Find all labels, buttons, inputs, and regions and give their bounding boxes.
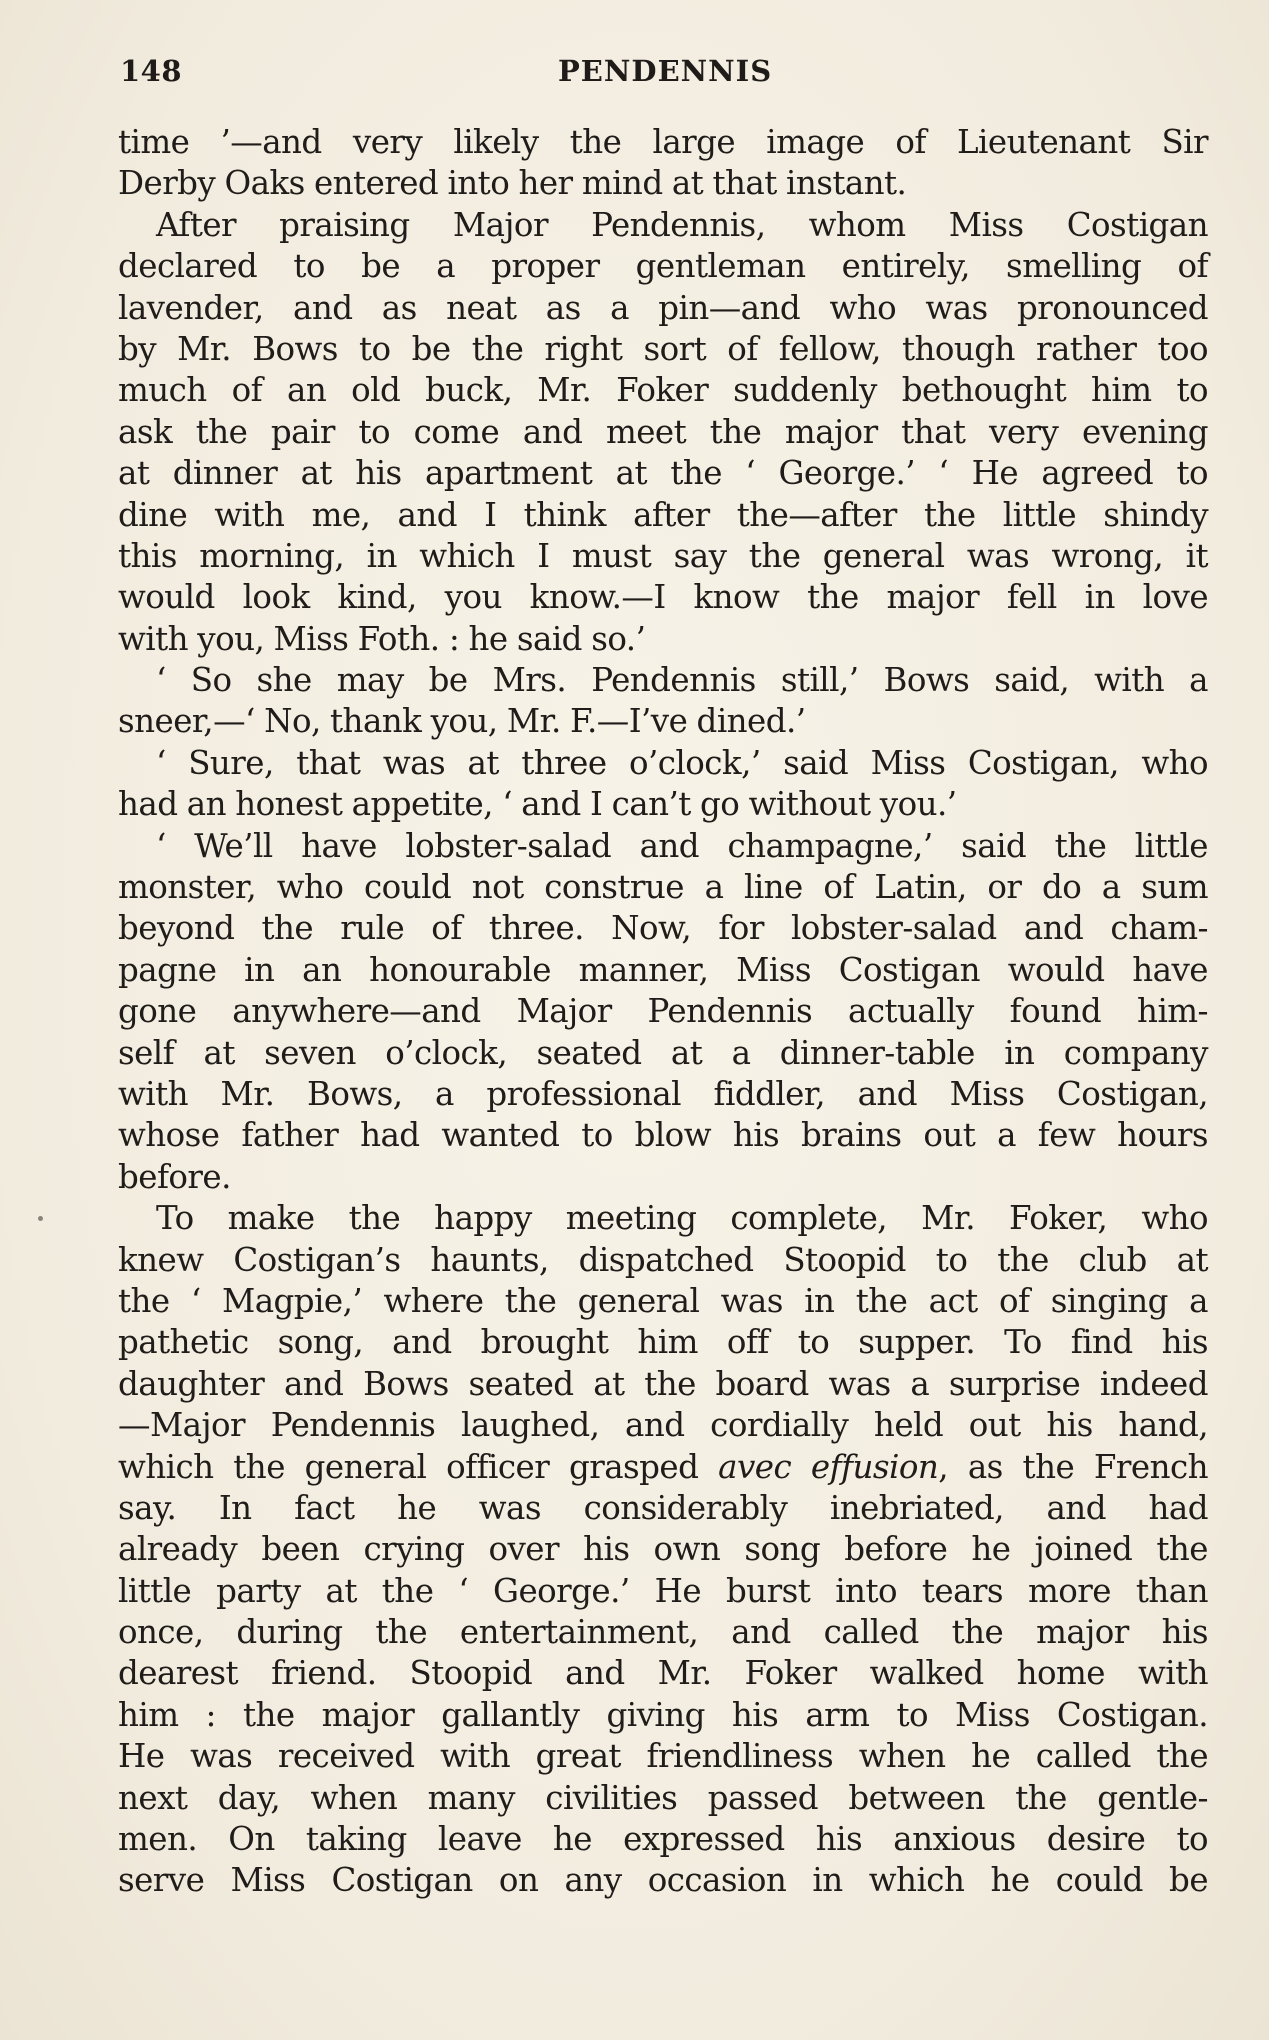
text-line-segment: which the general officer grasped xyxy=(118,1447,719,1486)
text-line: once, during the entertainment, and called the major his xyxy=(118,1613,1208,1652)
text-line: little party at the ‘ George.’ He burst into tears more than xyxy=(118,1571,1208,1610)
text-line: whose father had wanted to blow his brains out a few hours xyxy=(118,1116,1208,1155)
text-line: before. xyxy=(118,1157,231,1196)
text-line: this morning, in which I must say the general was wrong, it xyxy=(118,536,1208,575)
text-line: had an honest appetite, ‘ and I can’t go without you.’ xyxy=(118,785,957,824)
text-line: at dinner at his apartment at the ‘ George.’ ‘ He agreed to xyxy=(118,454,1208,493)
text-line: self at seven o’clock, seated at a dinner-table in company xyxy=(118,1033,1208,1072)
text-line: sneer,—‘ No, thank you, Mr. F.—I’ve dined.’ xyxy=(118,702,806,741)
text-line: ask the pair to come and meet the major that very evening xyxy=(118,412,1208,451)
text-line: beyond the rule of three. Now, for lobster-salad and cham- xyxy=(118,909,1208,948)
text-line: After praising Major Pendennis, whom Miss Costigan xyxy=(156,205,1208,244)
text-line: with you, Miss Foth. : he said so.’ xyxy=(118,619,646,658)
text-line: pathetic song, and brought him off to supper. To find his xyxy=(118,1323,1208,1362)
speck-mark xyxy=(38,1216,43,1221)
text-line: —Major Pendennis laughed, and cordially held out his hand, xyxy=(118,1406,1208,1445)
text-line: gone anywhere—and Major Pendennis actually found him- xyxy=(118,992,1208,1031)
text-line: would look kind, you know.—I know the major fell in love xyxy=(118,578,1208,617)
page-number: 148 xyxy=(120,54,183,88)
text-line: say. In fact he was considerably inebriated, and had xyxy=(118,1488,1208,1527)
text-line: dine with me, and I think after the—after the little shindy xyxy=(118,495,1208,534)
text-line: by Mr. Bows to be the right sort of fellow, though rather too xyxy=(118,329,1208,368)
text-line: him : the major gallantly giving his arm to Miss Costigan. xyxy=(118,1695,1208,1734)
text-line: To make the happy meeting complete, Mr. Foker, who xyxy=(156,1199,1208,1238)
text-line: already been crying over his own song before he joined the xyxy=(118,1530,1208,1569)
text-line: time ’—and very likely the large image of Lieutenant Sir xyxy=(118,123,1208,161)
body-text xyxy=(118,122,1208,1902)
text-line: the ‘ Magpie,’ where the general was in the act of singing a xyxy=(118,1281,1208,1320)
italic-phrase: avec effusion xyxy=(718,1447,939,1486)
text-line: next day, when many civilities passed between the gentle- xyxy=(118,1778,1208,1817)
text-line: serve Miss Costigan on any occasion in which he could be xyxy=(118,1861,1208,1900)
text-line: ‘ Sure, that was at three o’clock,’ said Miss Costigan, who xyxy=(156,743,1208,782)
text-line: dearest friend. Stoopid and Mr. Foker walked home with xyxy=(118,1654,1208,1693)
running-head: PENDENNIS xyxy=(558,54,773,88)
text-line: ‘ So she may be Mrs. Pendennis still,’ Bows said, with a xyxy=(156,661,1208,700)
text-line: declared to be a proper gentleman entirely, smelling of xyxy=(118,247,1208,286)
text-line: monster, who could not construe a line of Latin, or do a sum xyxy=(118,868,1208,907)
text-line: with Mr. Bows, a professional fiddler, and Miss Costigan, xyxy=(118,1074,1208,1113)
text-line xyxy=(118,1447,1208,1488)
page-header xyxy=(120,54,1205,98)
text-line: lavender, and as neat as a pin—and who was pronounced xyxy=(118,288,1208,327)
text-line: men. On taking leave he expressed his anxious desire to xyxy=(118,1820,1208,1859)
text-line: much of an old buck, Mr. Foker suddenly bethought him to xyxy=(118,371,1208,410)
text-line: He was received with great friendliness when he called the xyxy=(118,1737,1208,1776)
text-line: Derby Oaks entered into her mind at that instant. xyxy=(118,164,907,203)
text-line: knew Costigan’s haunts, dispatched Stoopid to the club at xyxy=(118,1240,1208,1279)
text-line: daughter and Bows seated at the board was a surprise indeed xyxy=(118,1364,1208,1403)
text-line-segment: , as the French xyxy=(938,1447,1208,1486)
text-line: pagne in an honourable manner, Miss Costigan would have xyxy=(118,950,1208,989)
text-line: ‘ We’ll have lobster-salad and champagne,’ said the little xyxy=(156,826,1208,865)
